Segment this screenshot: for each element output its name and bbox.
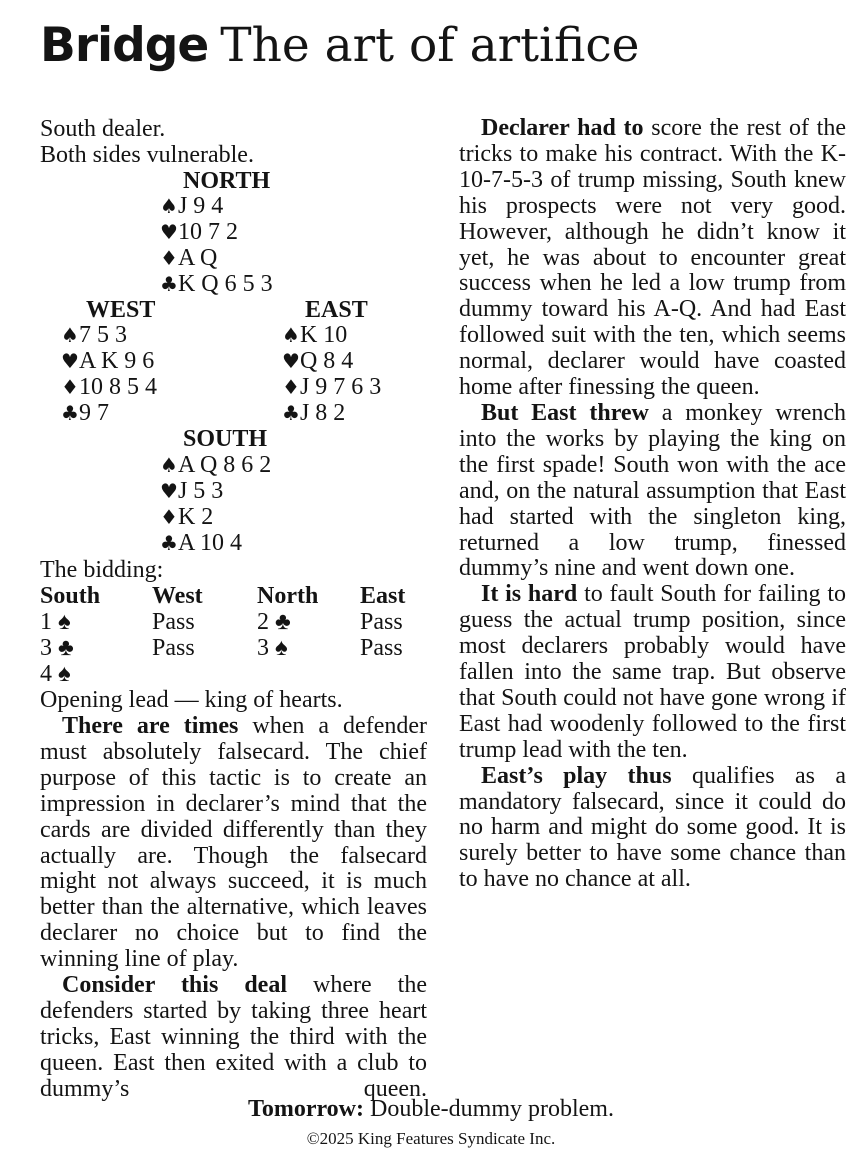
east-spades: ♠K 10 [282,322,348,348]
opening-lead: Opening lead — king of hearts. [40,687,343,713]
diamond-icon: ♦ [61,375,79,399]
east-hearts: ♥Q 8 4 [282,348,354,374]
copyright: ©2025 King Features Syndicate Inc. [306,1129,556,1148]
article-column-right [459,116,846,893]
north-diamonds: ♦A Q [160,245,218,271]
article-paragraph: It is hard to fault South for failing to guess the actual trump position, since most declarers probably would have fallen into the same trap. But observe that South could not have gone wrong if East had woodenly followed to the first trump lead with the ten. [459,581,847,763]
heart-icon: ♥ [160,220,178,244]
bid-cell: Pass [360,635,403,661]
south-clubs: ♣A 10 4 [160,530,242,556]
paragraph-lead: It is hard [481,581,578,608]
north-hearts: ♥10 7 2 [160,219,238,245]
paragraph-lead: Declarer had to [481,115,644,141]
spade-icon: ♠ [160,194,178,218]
article-paragraph: Declarer had to score the rest of the tricks to make his contract. With the K-10-7-5-3 of trump missing, South knew his prospects were not very good. However, although he didn’t know it yet, he was about to encounter great success when he led a low trump from dummy toward his A-Q. And had East followed suit with the ten, which seems normal, declarer would have coasted home after finessing the queen. [459,115,846,401]
article-paragraph: East’s play thus qualifies as a mandatory falsecard, since it could do no harm and might do some good. It is surely better to have some chance than to have no chance at all. [459,762,846,893]
paragraph-lead: There are times [62,713,239,739]
diamond-icon: ♦ [160,505,178,529]
column-header [40,18,640,73]
spade-icon: ♠ [160,453,178,477]
heart-icon: ♥ [160,479,178,503]
heart-icon: ♥ [282,349,300,373]
diamond-icon: ♦ [160,246,178,270]
bid-cell: 1 ♠ [40,609,71,635]
south-hearts: ♥J 5 3 [160,478,224,504]
bid-cell: 3 ♠ [257,635,288,661]
west-spades: ♠7 5 3 [61,322,127,348]
west-hearts: ♥A K 9 6 [61,348,155,374]
paragraph-lead: Consider this deal [62,972,287,999]
bid-cell: Pass [152,609,195,635]
spade-icon: ♠ [282,323,300,347]
paragraph-lead: East’s play thus [481,762,672,789]
club-icon: ♣ [160,531,178,555]
west-clubs: ♣9 7 [61,400,109,426]
club-icon: ♣ [61,401,79,425]
bidding-title: The bidding: [40,557,164,583]
bid-cell: 4 ♠ [40,661,71,687]
article-paragraph: But East threw a monkey wrench into the works by playing the king on the first spade! South won with the ace and, on the natural assumption that East had started with the singleton king, returned a low trump, finessed dummy’s nine and went down one. [459,399,847,582]
bidding-header-north: North [257,583,319,609]
south-diamonds: ♦K 2 [160,504,214,530]
east-clubs: ♣J 8 2 [282,400,346,426]
article-paragraph: Consider this deal where the defenders started by taking three heart tricks, East winning the third with the queen. East then exited with a club to dummy’s queen. [40,972,427,1102]
bid-cell: 3 ♣ [40,635,74,661]
article-paragraph: There are times when a defender must absolutely falsecard. The chief purpose of this tactic is to create an impression in declarer’s mind that the cards are divided differently than they actually are. Though the falsecard might not always succeed, it is much better than the alternative, which leaves declarer no choice but to find the winning line of play. [40,713,427,973]
north-clubs: ♣K Q 6 5 3 [160,271,273,297]
bidding-header-west: West [152,583,203,609]
bidding-header-south: South [40,583,101,609]
west-diamonds: ♦10 8 5 4 [61,374,157,400]
east-diamonds: ♦J 9 7 6 3 [282,374,382,400]
paragraph-lead: But East threw [481,399,649,426]
south-label: SOUTH [183,426,268,452]
north-spades: ♠J 9 4 [160,193,224,219]
vulnerability-line: Both sides vulnerable. [40,142,254,168]
south-spades: ♠A Q 8 6 2 [160,452,272,478]
article-title: The art of artifice [220,18,640,73]
west-label: WEST [86,297,156,323]
bid-cell: 2 ♣ [257,609,291,635]
heart-icon: ♥ [61,349,79,373]
tomorrow-line: Tomorrow: Double-dummy problem. [248,1096,614,1122]
dealer-line: South dealer. [40,116,166,142]
club-icon: ♣ [282,401,300,425]
north-label: NORTH [183,168,271,194]
bidding-header-east: East [360,583,406,609]
east-label: EAST [305,297,368,323]
diamond-icon: ♦ [282,375,300,399]
bid-cell: Pass [360,609,403,635]
bid-cell: Pass [152,635,195,661]
article-column-left [40,714,427,1103]
club-icon: ♣ [160,272,178,296]
spade-icon: ♠ [61,323,79,347]
column-name: Bridge [40,18,209,73]
